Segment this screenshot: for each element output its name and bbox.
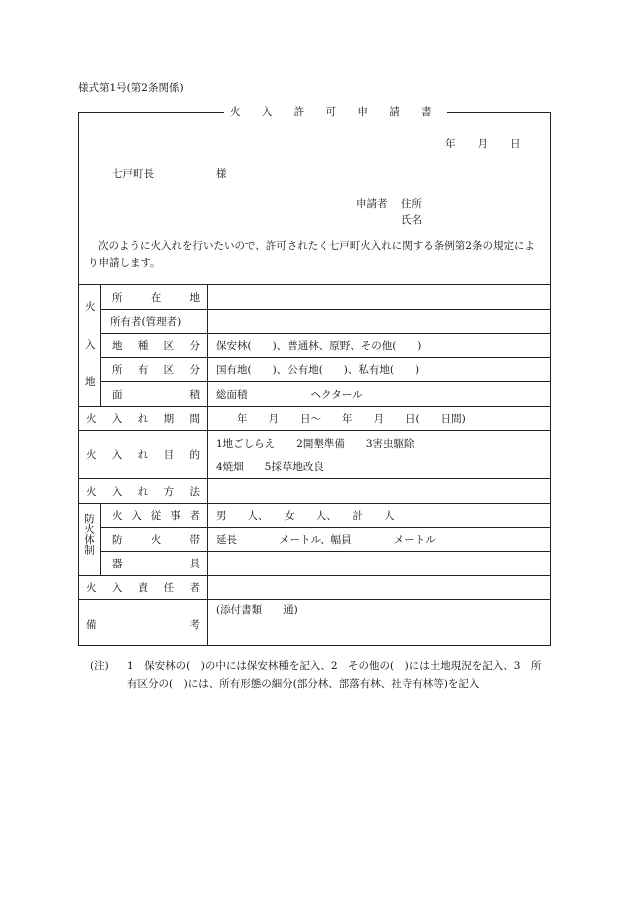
value-area[interactable]: 総面積 ヘクタール [216, 389, 363, 401]
value-firebreak[interactable]: 延長 メートル、幅員 メートル [216, 534, 436, 546]
label-area: 面 積 [112, 389, 200, 401]
label-equipment: 器 具 [112, 558, 200, 570]
applicant-name-label: 氏名 [401, 214, 422, 226]
group-label-fire-prevention: 防火体制 [83, 513, 95, 555]
label-firebreak: 防 火 帯 [112, 534, 200, 546]
value-workers[interactable]: 男 人、 女 人、 計 人 [216, 510, 395, 522]
label-period: 火 入 れ 期 間 [86, 413, 200, 425]
value-ownership[interactable]: 国有地( )、公有地( )、私有地( ) [216, 364, 420, 376]
value-purpose-line1[interactable]: 1地ごしらえ 2開墾準備 3害虫駆除 [216, 438, 415, 450]
applicant-label: 申請者 [356, 198, 388, 210]
addressee: 七戸町長 [112, 168, 154, 180]
group-label-fire: 火 [85, 301, 96, 313]
label-responsible: 火 入 責 任 者 [86, 582, 200, 594]
label-purpose: 火 入 れ 目 的 [86, 449, 200, 461]
applicant-address-label: 住所 [401, 198, 422, 210]
honorific: 様 [216, 168, 227, 180]
group-label-land: 地 [85, 376, 96, 388]
label-owner: 所有者(管理者) [110, 316, 182, 328]
value-land-type[interactable]: 保安林( )、普通林、原野、その他( ) [216, 340, 422, 352]
value-purpose-line2[interactable]: 4焼畑 5採草地改良 [216, 461, 324, 473]
label-land-type: 地 種 区 分 [112, 340, 200, 352]
date-year: 年 [445, 138, 456, 150]
date-row [445, 136, 521, 151]
footnote-tag: (注) [90, 660, 109, 672]
form-title: 火 入 許 可 申 請 書 [224, 104, 447, 119]
date-day: 日 [510, 138, 521, 150]
label-method: 火 入 れ 方 法 [86, 486, 200, 498]
value-period[interactable]: 年 月 日〜 年 月 日( 日間) [216, 413, 466, 425]
label-remarks: 備 考 [86, 619, 200, 631]
application-statement: 次のように火入れを行いたいので、許可されたく七戸町火入れに関する条例第2条の規定により申請します。 [88, 240, 535, 269]
date-month: 月 [477, 138, 488, 150]
footnote-text: 1 保安林の( )の中には保安林種を記入、2 その他の( )には土地現況を記入、3 所有区分の( )には、所有形態の細分(部分林、部落有林、社寺有林等)を記入 [127, 660, 542, 690]
value-remarks[interactable]: (添付書類 通) [216, 604, 298, 616]
label-workers: 火 入 従 事 者 [112, 510, 200, 522]
label-ownership: 所 有 区 分 [112, 364, 200, 376]
form-id: 様式第1号(第2条関係) [78, 82, 184, 94]
group-label-entry: 入 [85, 339, 96, 351]
label-location: 所 在 地 [112, 292, 200, 304]
